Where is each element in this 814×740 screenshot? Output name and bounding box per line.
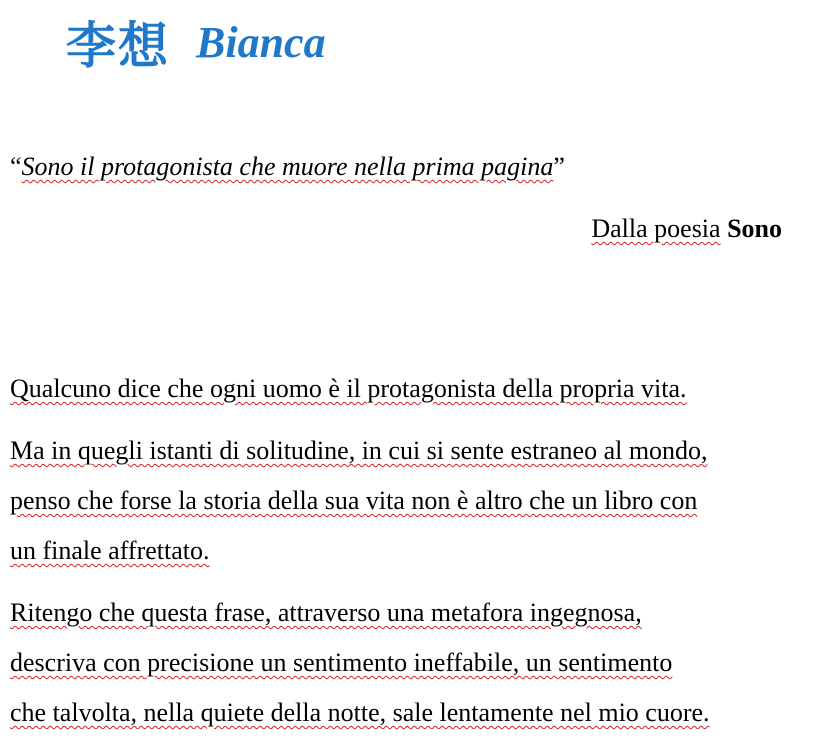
paragraph-3 [10, 588, 810, 738]
quote-text: Sono il protagonista che muore nella prima pagina [21, 152, 554, 181]
epigraph-quote [10, 152, 565, 182]
quote-close-mark: ” [553, 152, 565, 181]
paragraph-line: Qualcuno dice che ogni uomo è il protagonista della propria vita. [10, 374, 687, 403]
paragraph-line: penso che forse la storia della sua vita non è altro che un libro con [10, 486, 698, 515]
quote-open-mark: “ [10, 152, 22, 181]
document-title [66, 6, 326, 78]
paragraph-1 [10, 364, 810, 414]
attribution-poem-title: Sono [727, 214, 782, 243]
title-chinese-name: 李想 [66, 17, 170, 75]
paragraph-line: descriva con precisione un sentimento ineffabile, un sentimento [10, 648, 673, 677]
paragraph-line: Ma in quegli istanti di solitudine, in cui si sente estraneo al mondo, [10, 436, 708, 465]
paragraph-2 [10, 426, 810, 576]
paragraph-line: Ritengo che questa frase, attraverso una metafora ingegnosa, [10, 598, 642, 627]
paragraph-line: che talvolta, nella quiete della notte, sale lentamente nel mio cuore. [10, 698, 710, 727]
epigraph-attribution [591, 214, 782, 244]
title-given-name: Bianca [196, 17, 326, 67]
attribution-prefix: Dalla poesia [591, 214, 721, 243]
paragraph-line: un finale affrettato. [10, 536, 210, 565]
